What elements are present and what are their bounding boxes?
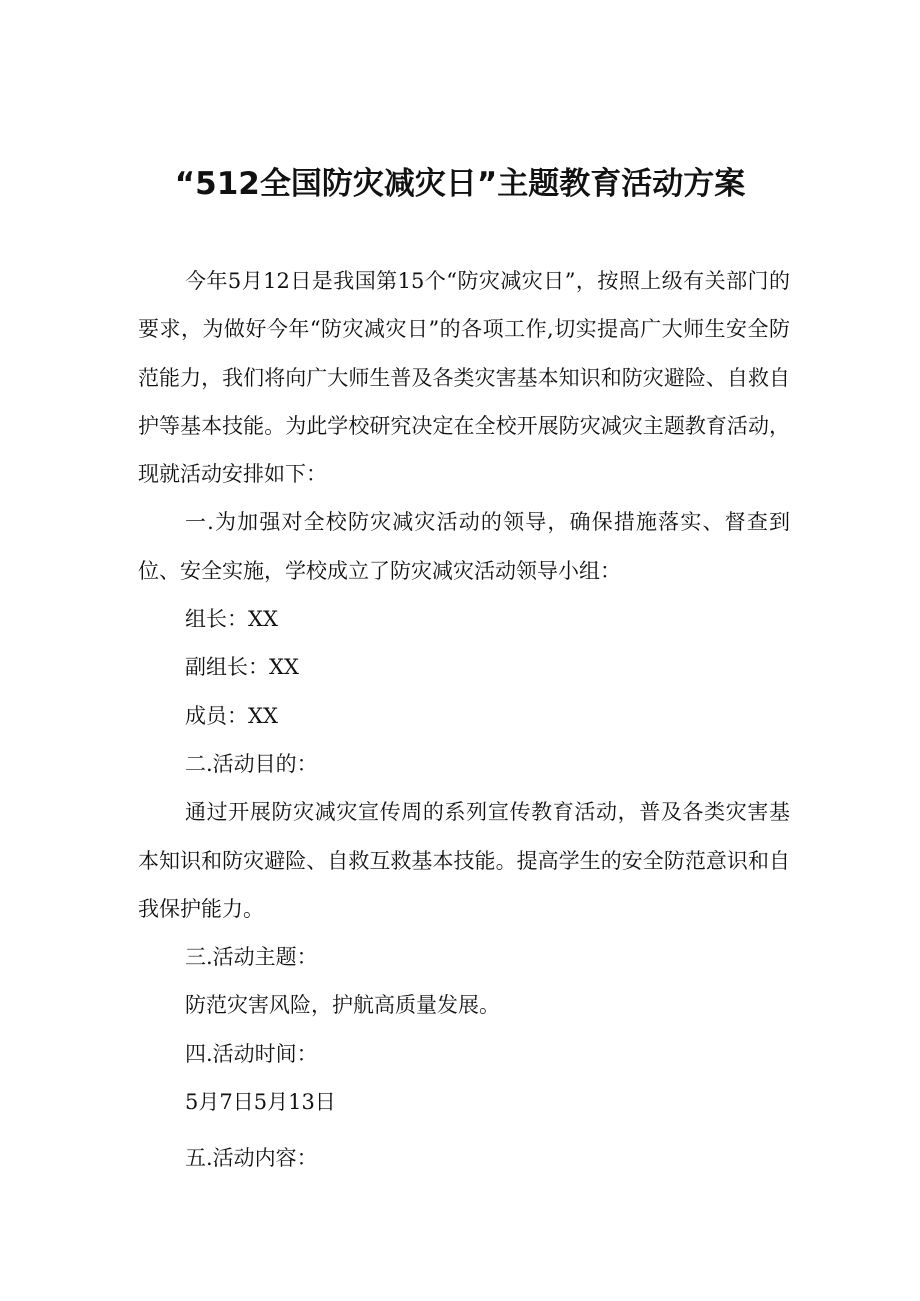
group-deputy-leader: 副组长：XX — [185, 655, 299, 680]
section1-paragraph: 一.为加强对全校防灾减灾活动的领导，确保措施落实、督查到位、安全实施，学校成立了防灾减灾活动领导小组： — [138, 510, 790, 583]
section4-paragraph: 5月7日5月13日 — [185, 1090, 336, 1115]
group-leader: 组长：XX — [185, 607, 278, 632]
document-body — [138, 257, 790, 1183]
section3-paragraph: 防范灾害风险，护航高质量发展。 — [185, 993, 500, 1018]
section5-heading: 五.活动内容： — [185, 1146, 318, 1171]
section2-paragraph: 通过开展防灾减灾宣传周的系列宣传教育活动，普及各类灾害基本知识和防灾避险、自救互救基本技能。提高学生的安全防范意识和自我保护能力。 — [138, 800, 790, 921]
section4-heading: 四.活动时间： — [185, 1041, 318, 1066]
section2-heading: 二.活动目的： — [185, 751, 318, 776]
document-title: “512全国防灾减灾日”主题教育活动方案 — [174, 166, 746, 202]
intro-paragraph: 今年5月12日是我国第15个“防灾减灾日”，按照上级有关部门的要求，为做好今年“防灾减灾日”的各项工作,切实提高广大师生安全防范能力，我们将向广大师生普及各类灾害基本知识和防灾避险、自救自护等基本技能。为此学校研究决定在全校开展防灾减灾主题教育活动，现就活动安排如下： — [138, 269, 790, 487]
group-members: 成员：XX — [185, 703, 278, 728]
section3-heading: 三.活动主题： — [185, 945, 318, 970]
